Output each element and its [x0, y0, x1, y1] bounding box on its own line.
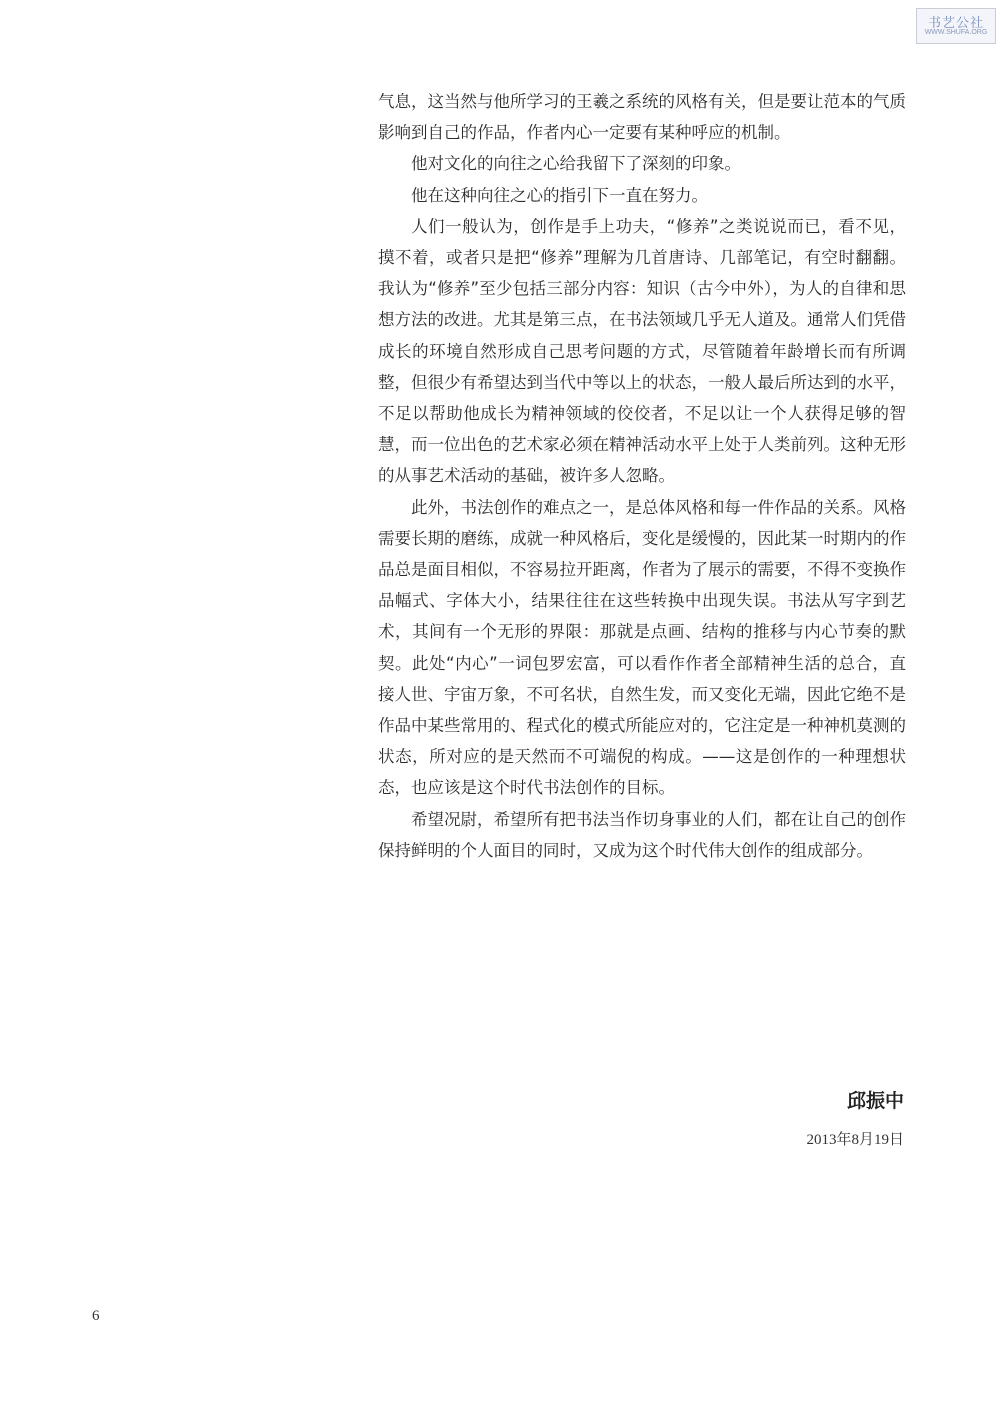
paragraph: 此外，书法创作的难点之一，是总体风格和每一件作品的关系。风格需要长期的磨练，成就一种风格后，变化是缓慢的，因此某一时期内的作品总是面目相似，不容易拉开距离，作者为了展示的需要，不得不变换作品幅式、字体大小，结果往往在这些转换中出现失误。书法从写字到艺术，其间有一个无形的界限：那就是点画、结构的推移与内心节奏的默契。此处“内心”一词包罗宏富，可以看作作者全部精神生活的总合，直接人世、宇宙万象，不可名状，自然生发，而又变化无端，因此它绝不是作品中某些常用的、程式化的模式所能应对的，它注定是一种神机莫测的状态，所对应的是天然而不可端倪的构成。——这是创作的一种理想状态，也应该是这个时代书法创作的目标。 — [378, 497, 906, 798]
paragraph: 希望况尉，希望所有把书法当作切身事业的人们，都在让自己的创作保持鲜明的个人面目的同时，又成为这个时代伟大创作的组成部分。 — [378, 809, 906, 860]
signature-date: 2013年8月19日 — [806, 1132, 904, 1148]
paragraph: 他在这种向往之心的指引下一直在努力。 — [411, 185, 708, 205]
author-name: 邱振中 — [846, 1090, 904, 1112]
watermark-url: WWW.SHUFA.ORG — [924, 29, 988, 36]
paragraph: 人们一般认为，创作是手上功夫，“修养”之类说说而已，看不见，摸不着，或者只是把“修养”理解为几首唐诗、几部笔记，有空时翻翻。我认为“修养”至少包括三部分内容：知识（古今中外），为人的自律和思想方法的改进。尤其是第三点，在书法领域几乎无人道及。通常人们凭借成长的环境自然形成自己思考问题的方式，尽管随着年龄增长而有所调整，但很少有希望达到当代中等以上的状态，一般人最后所达到的水平，不足以帮助他成长为精神领域的佼佼者，不足以让一个人获得足够的智慧，而一位出色的艺术家必须在精神活动水平上处于人类前列。这种无形的从事艺术活动的基础，被许多人忽略。 — [378, 216, 906, 486]
watermark-name: 书艺公社 — [927, 16, 984, 31]
article-body — [378, 86, 906, 866]
page-number: 6 — [92, 1308, 100, 1324]
paragraph: 他对文化的向往之心给我留下了深刻的印象。 — [411, 154, 741, 174]
paragraph-continued: 气息，这当然与他所学习的王羲之系统的风格有关，但是要让范本的气质影响到自己的作品，作者内心一定要有某种呼应的机制。 — [378, 92, 906, 143]
site-watermark-logo — [916, 8, 996, 44]
